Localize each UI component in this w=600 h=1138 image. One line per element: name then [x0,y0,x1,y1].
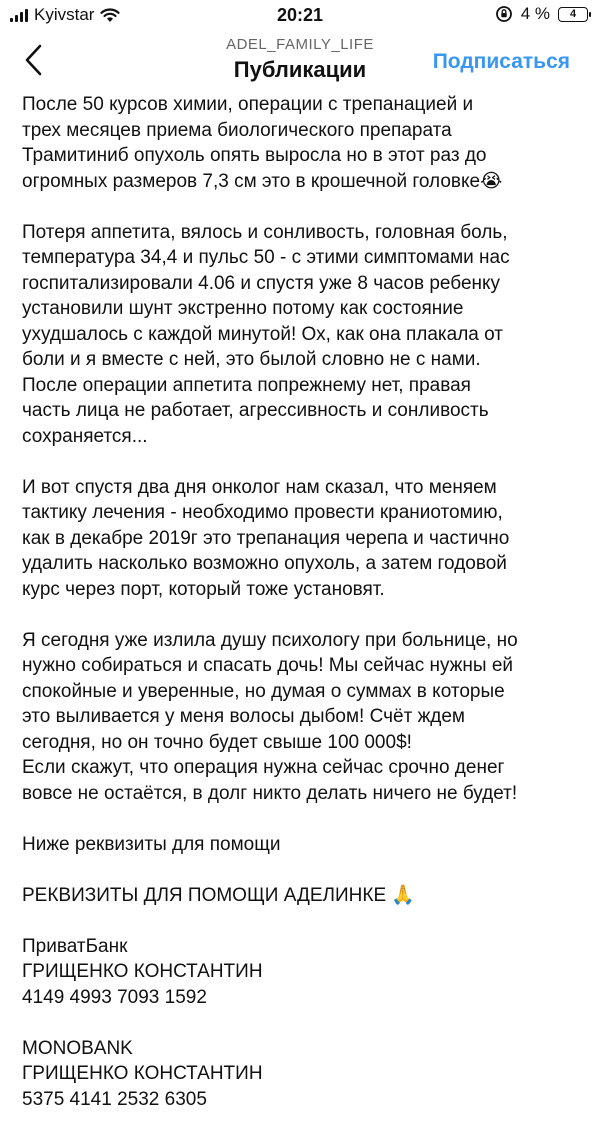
requisites-heading: РЕКВИЗИТЫ ДЛЯ ПОМОЩИ АДЕЛИНКЕ 🙏 [22,884,416,906]
battery-percent: 4 % [520,4,550,23]
bank-name: ПриватБанк [22,935,128,957]
publications-header [0,30,600,92]
orientation-lock-icon [495,5,513,23]
card-number: 4149 4993 7093 1592 [22,986,207,1008]
caption-paragraph: И вот спустя два дня онколог нам сказал, что меняем тактику лечения - необходимо провести краниотомию, как в декабре 2019г это трепанация черепа и частично удалить насколько возможно опухоль, а затем годовой курс через порт, который тоже установят. [22,476,510,600]
status-time: 20:21 [276,5,324,25]
caption-paragraph: Я сегодня уже излила душу психологу при больнице, но нужно собираться и спасать дочь! Мы сейчас нужны ей спокойные и уверенные, но думая о суммах в которые это выливается у меня волосы дыбом! Счёт ждем сегодня, но он точно будет свыше 100 000$! Если скажут, что операция нужна сейчас срочно денег вовсе не остаётся, в долг никто делать ничего не будет! [22,629,518,804]
bank-details-privatbank [22,934,592,1011]
card-holder: ГРИЩЕНКО КОНСТАНТИН [22,1063,263,1084]
status-right [495,4,588,24]
bank-name: MONOBANK [22,1037,133,1059]
caption-paragraph: После 50 курсов химии, операции с трепанацией и трех месяцев приема биологического препарата Трамитиниб опухоль опять выросла но в этот раз до огромных размеров 7,3 см это в крошечной головке😭 [22,94,503,192]
carrier-name: Kyivstar [34,5,95,24]
follow-button[interactable]: Подписаться [432,50,570,73]
card-holder: ГРИЩЕНКО КОНСТАНТИН [22,961,263,982]
post-caption [22,92,592,1138]
battery-icon [558,7,588,22]
status-bar [0,0,600,30]
header-username: ADEL_FAMILY_LIFE [226,36,374,53]
help-intro-line: Ниже реквизиты для помощи [22,833,281,855]
page-title: Публикации [233,57,367,82]
card-number: 5375 4141 2532 6305 [22,1088,207,1110]
caption-paragraph: Потеря аппетита, вялось и сонливость, головная боль, температура 34,4 и пульс 50 - с этими симптомами нас госпитализировали 4.06 и спустя уже 8 часов ребенку установили шунт экстренно потому как состояние ухудшалось с каждой минутой! Ох, как она плакала от боли и я вместе с ней, это былой словно не с нами. После операции аппетита попрежнему нет, правая часть лица не работает, агрессивность и сонливость сохраняется... [22,221,510,447]
battery-level-text: 4 [569,8,577,20]
bank-details-monobank [22,1036,592,1113]
